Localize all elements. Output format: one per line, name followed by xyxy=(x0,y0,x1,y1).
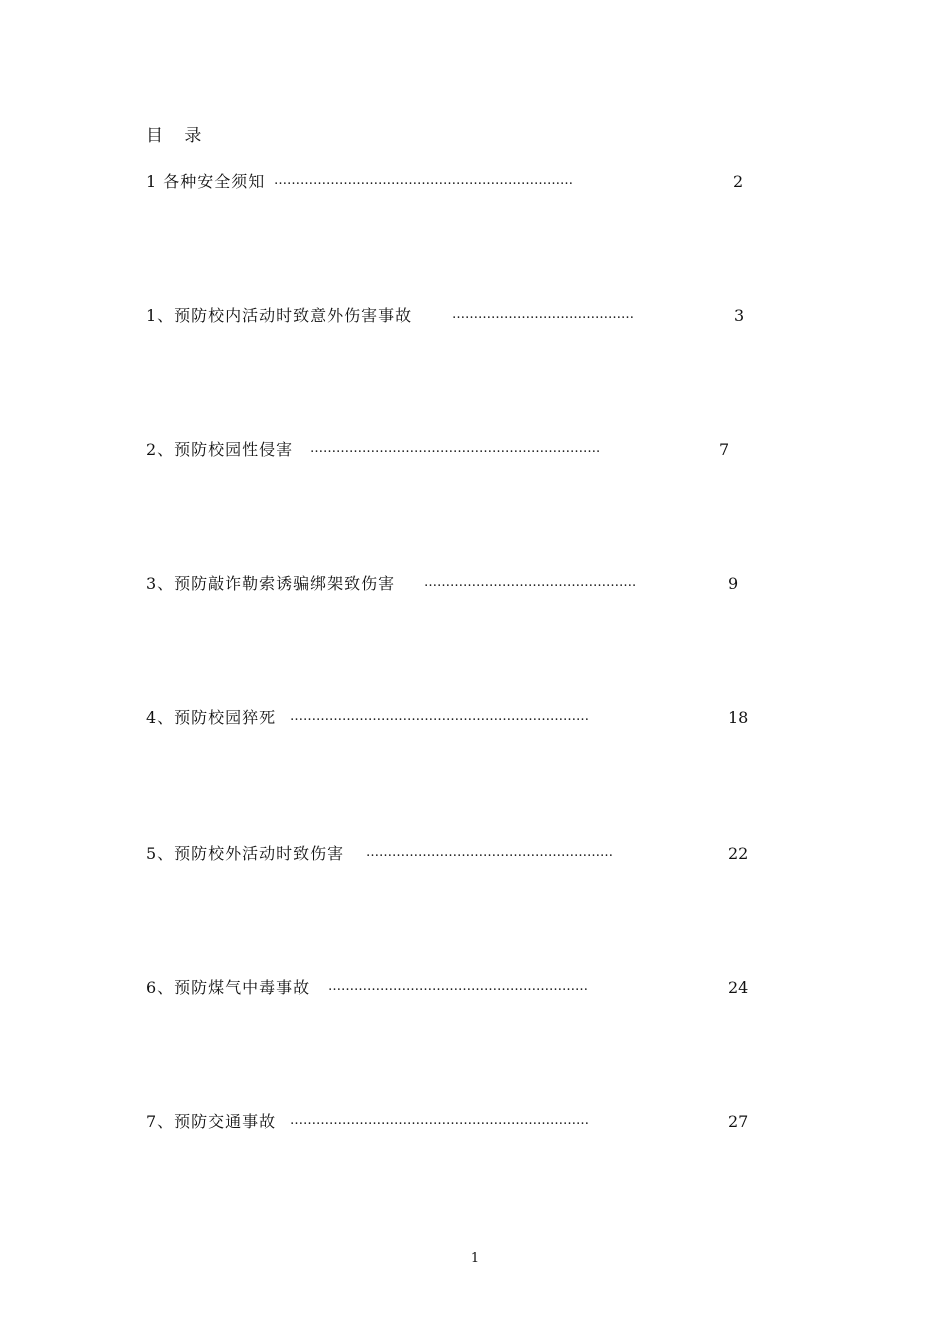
toc-entry-label: 6、预防煤气中毒事故 xyxy=(146,978,311,997)
toc-entry-label: 5、预防校外活动时致伤害 xyxy=(146,844,345,863)
toc-entry-label: 7、预防交通事故 xyxy=(146,1112,277,1131)
toc-entry-page-number: 22 xyxy=(728,844,749,863)
toc-entry-label: 1 各种安全须知 xyxy=(146,172,266,191)
toc-entry-label: 3、预防敲诈勒索诱骗绑架致伤害 xyxy=(146,574,396,593)
toc-entry-page-number: 27 xyxy=(728,1112,749,1131)
toc-entry-label: 4、预防校园猝死 xyxy=(146,708,277,727)
toc-entry-page-number: 24 xyxy=(728,978,749,997)
toc-entry-page-number: 2 xyxy=(733,172,744,191)
toc-entry-label: 2、预防校园性侵害 xyxy=(146,440,294,459)
toc-title: 目 录 xyxy=(146,126,210,146)
toc-leader-dots: …………………………………… xyxy=(452,307,634,322)
toc-entry-page-number: 9 xyxy=(728,574,739,593)
toc-entry-page-number: 7 xyxy=(719,440,730,459)
page-number-footer: 1 xyxy=(470,1251,480,1266)
toc-leader-dots: …………………………………………………………… xyxy=(274,173,573,188)
toc-entry-page-number: 18 xyxy=(728,708,749,727)
toc-leader-dots: …………………………………………………………. xyxy=(310,441,601,456)
toc-leader-dots: …………………………………………………… xyxy=(328,979,588,994)
toc-leader-dots: ………………………………………………… xyxy=(366,845,613,860)
toc-entry-page-number: 3 xyxy=(734,306,745,325)
toc-leader-dots: …………………………………………………………… xyxy=(290,709,589,724)
toc-entry-label: 1、预防校内活动时致意外伤害事故 xyxy=(146,306,413,325)
toc-leader-dots: …………………………………………………………… xyxy=(290,1113,589,1128)
toc-leader-dots: …………………………………………. xyxy=(424,575,637,590)
